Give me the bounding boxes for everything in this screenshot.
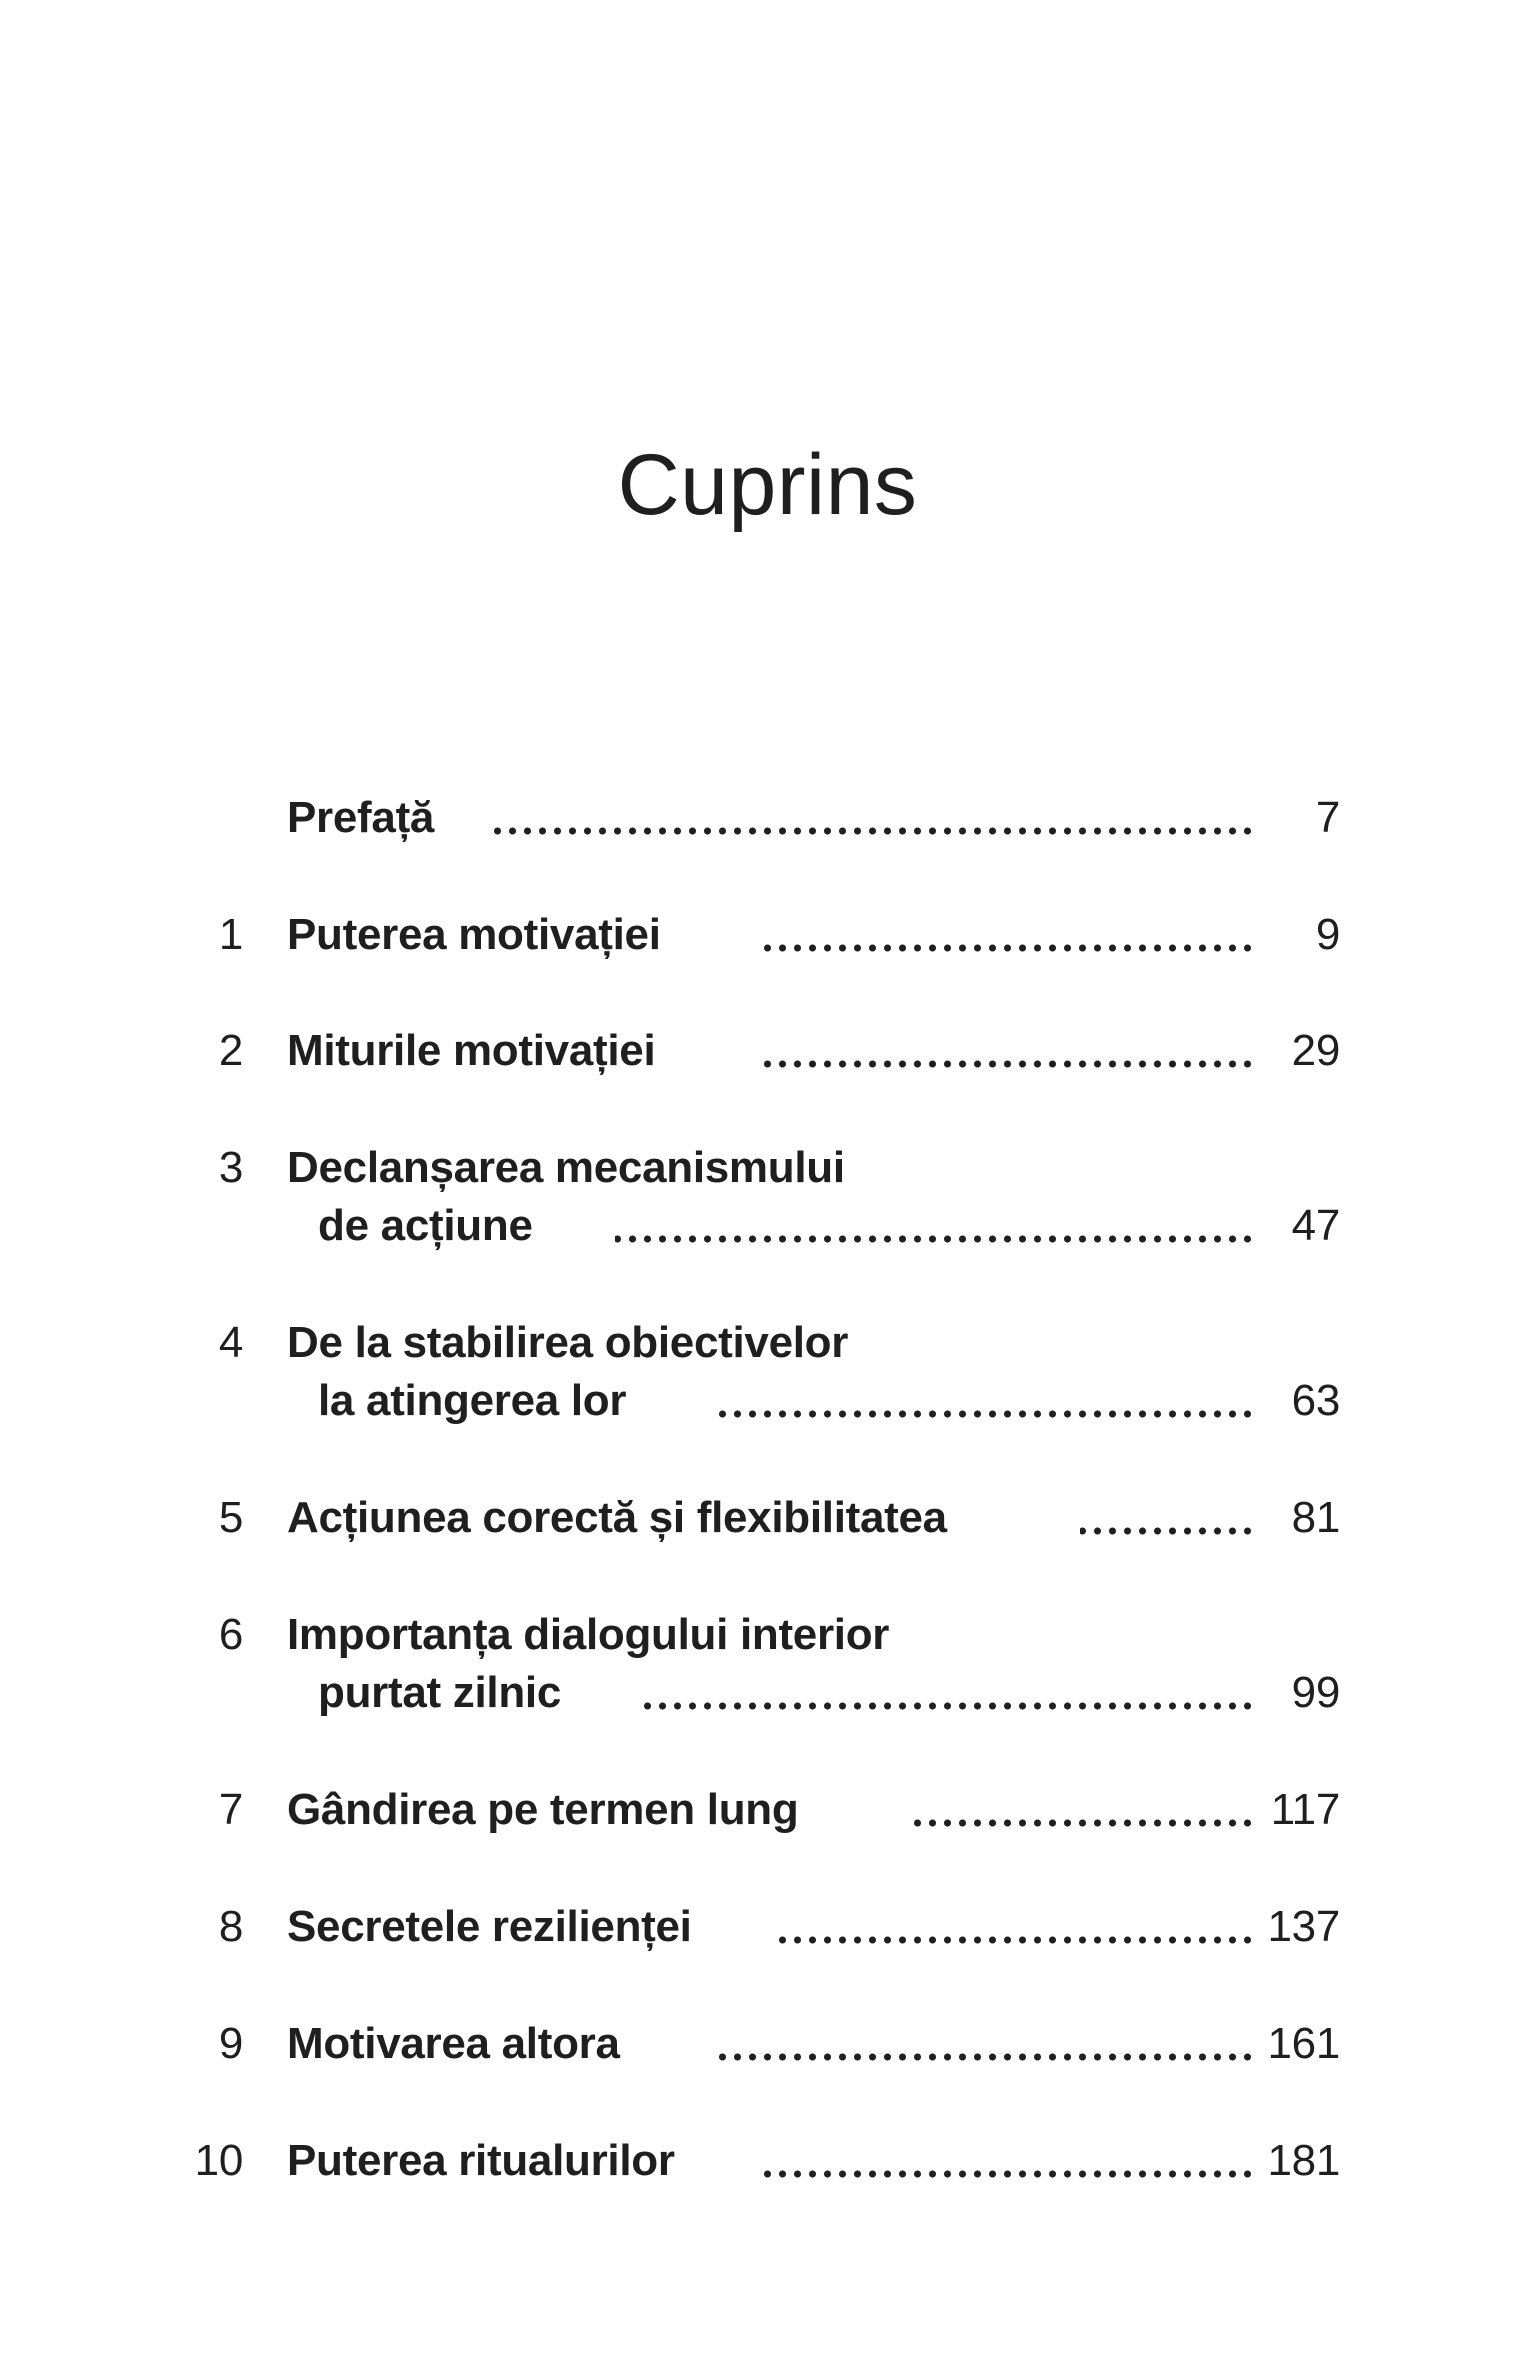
toc-entry-7[interactable]	[0, 1781, 1535, 1839]
toc-entry-number: 4	[218, 1318, 243, 1367]
toc-entry-page: 117	[1270, 1785, 1340, 1834]
toc-entry-title: Acțiunea corectă și flexibilitatea	[287, 1493, 947, 1542]
dot-leader	[717, 2051, 1255, 2063]
toc-entry-number: 5	[218, 1493, 243, 1542]
toc-entry-number: 9	[218, 2019, 243, 2068]
toc-entry-page: 181	[1267, 2136, 1340, 2185]
dot-leader	[492, 825, 1255, 837]
toc-entry-number: 6	[218, 1610, 243, 1659]
dot-leader	[758, 2168, 1255, 2180]
toc-entry-number: 2	[218, 1026, 243, 1075]
toc-entry-page: 47	[1291, 1201, 1340, 1250]
toc-entry-page: 7	[1315, 793, 1340, 842]
dot-leader	[778, 1934, 1255, 1946]
toc-entry-title: Miturile motivației	[287, 1026, 656, 1075]
dot-leader	[1080, 1525, 1255, 1537]
toc-entry-title: Gândirea pe termen lung	[287, 1785, 799, 1834]
toc-entry-number: 8	[218, 1902, 243, 1951]
toc-entry-page: 63	[1291, 1376, 1340, 1425]
toc-entry-title: De la stabilirea obiectivelor	[287, 1318, 849, 1367]
toc-entry-4[interactable]	[0, 1314, 1535, 1430]
toc-entry-number: 10	[194, 2136, 243, 2185]
toc-entry-2[interactable]	[0, 1022, 1535, 1080]
toc-entry-page: 161	[1267, 2019, 1340, 2068]
toc-entry-title: Prefață	[287, 793, 435, 842]
toc-entry-page: 29	[1291, 1026, 1340, 1075]
dot-leader	[758, 942, 1255, 954]
toc-entry-6[interactable]	[0, 1606, 1535, 1722]
dot-leader	[636, 1700, 1255, 1712]
toc-entry-number: 7	[218, 1785, 243, 1834]
toc-entry-1[interactable]	[0, 906, 1535, 964]
toc-entry-number: 1	[218, 910, 243, 959]
toc-entry-title: Puterea motivației	[287, 910, 661, 959]
toc-entry-page: 99	[1291, 1668, 1340, 1717]
toc-entry-title: Secretele rezilienței	[287, 1902, 692, 1951]
toc-entry-title: Importanța dialogului interior	[287, 1610, 890, 1659]
toc-entry-10[interactable]	[0, 2132, 1535, 2190]
toc-entry-preface[interactable]	[0, 789, 1535, 847]
toc-entry-number: 3	[218, 1143, 243, 1192]
toc-entry-8[interactable]	[0, 1898, 1535, 1956]
toc-entry-page: 81	[1291, 1493, 1340, 1542]
page-title: Cuprins	[617, 437, 918, 533]
toc-entry-title: Declanșarea mecanismului	[287, 1143, 845, 1192]
toc-entry-3[interactable]	[0, 1139, 1535, 1255]
toc-entry-page: 9	[1315, 910, 1340, 959]
toc-entry-title: Puterea ritualurilor	[287, 2136, 675, 2185]
dot-leader	[758, 1058, 1255, 1070]
toc-entry-title-continuation: de acțiune	[318, 1201, 533, 1250]
toc-entry-9[interactable]	[0, 2015, 1535, 2073]
toc-entry-title-continuation: la atingerea lor	[318, 1376, 627, 1425]
toc-entry-title: Motivarea altora	[287, 2019, 620, 2068]
toc-entry-page: 137	[1267, 1902, 1340, 1951]
dot-leader	[717, 1408, 1255, 1420]
dot-leader	[914, 1817, 1255, 1829]
toc-entry-title-continuation: purtat zilnic	[318, 1668, 561, 1717]
dot-leader	[615, 1233, 1255, 1245]
toc-entry-5[interactable]	[0, 1489, 1535, 1547]
